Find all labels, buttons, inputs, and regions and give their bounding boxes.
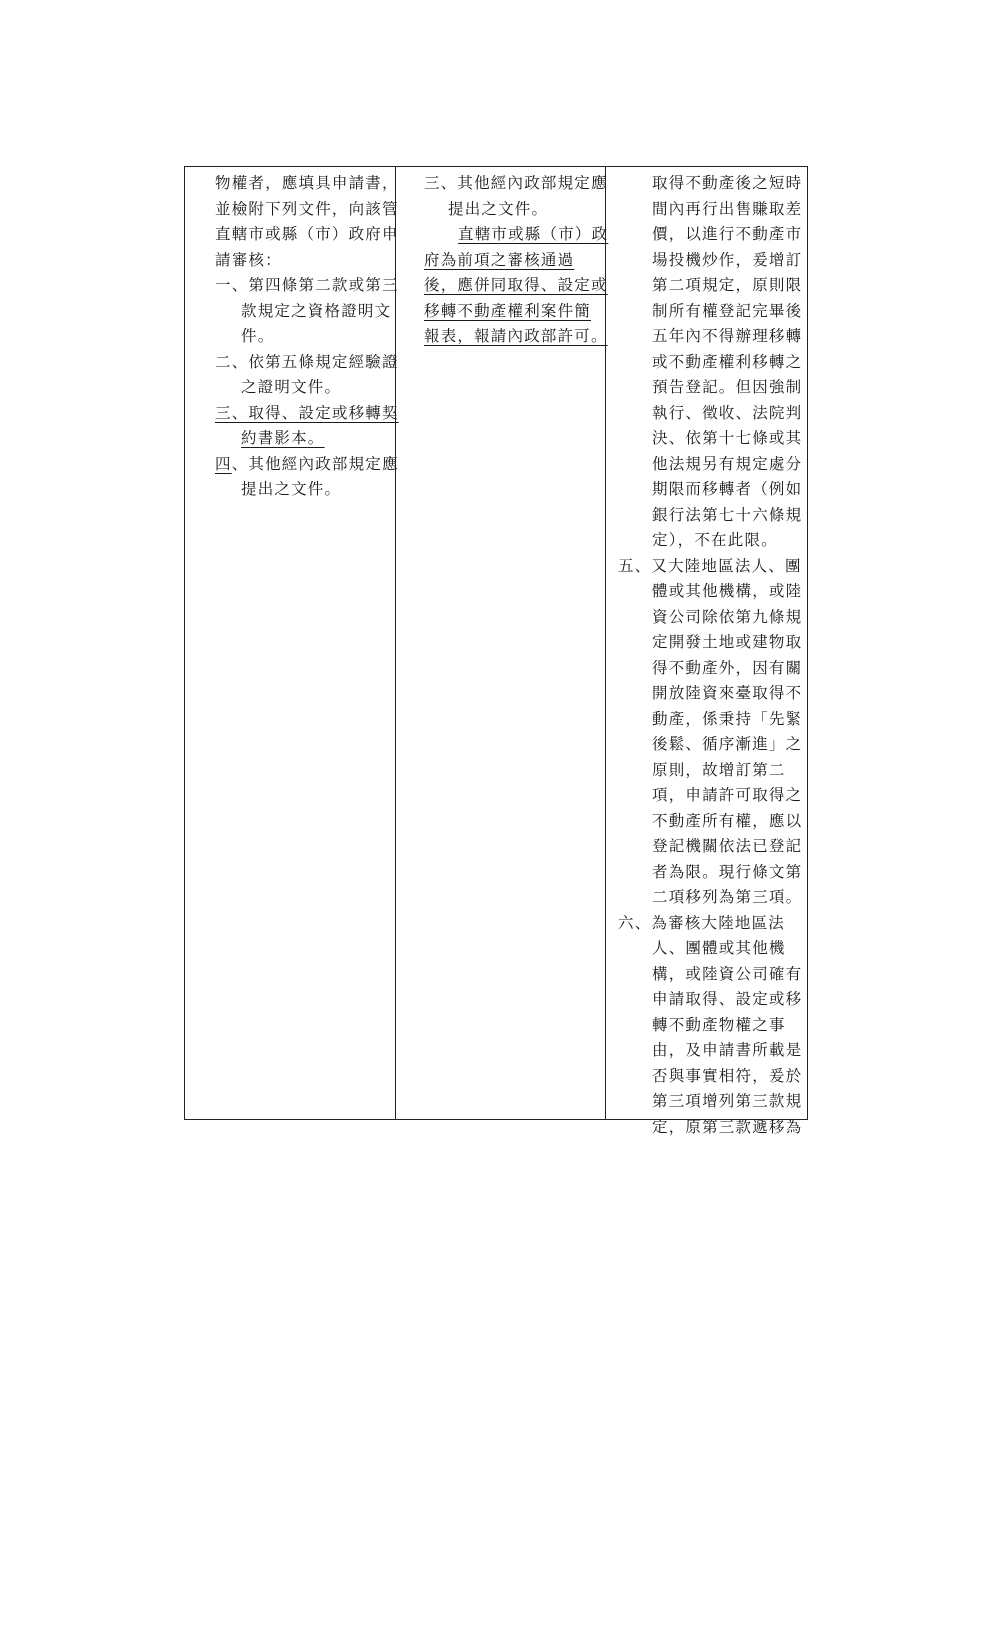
text-line: 原則，故增訂第二 xyxy=(652,760,786,779)
text-line: 或不動產權利移轉之 xyxy=(652,352,803,371)
underlined-text: 四 xyxy=(215,454,232,473)
text-line: 請審核： xyxy=(215,250,282,269)
text-line: 二項移列為第三項。 xyxy=(652,888,803,906)
text-line xyxy=(396,299,605,325)
text-line: 期限而移轉者（例如 xyxy=(652,480,803,498)
text-line xyxy=(396,248,605,274)
underlined-text: 報表，報請內政部許可。 xyxy=(424,327,608,345)
column-amended-text xyxy=(185,167,399,1119)
underlined-text: 後，應併同取得、設定或 xyxy=(424,276,608,294)
underlined-text: 移轉不動產權利案件簡 xyxy=(424,301,592,320)
text-line: 不動產所有權，應以 xyxy=(652,811,803,830)
text-line: 人、團體或其他機 xyxy=(652,939,786,957)
column-current-text xyxy=(396,167,609,1119)
text-line: 動產，係秉持「先緊 xyxy=(652,709,803,728)
text-line: 後鬆、循序漸進」之 xyxy=(652,735,803,753)
text-line: 定開發土地或建物取 xyxy=(652,633,803,651)
text-line xyxy=(185,452,399,478)
text-line: 提出之文件。 xyxy=(241,480,342,498)
text-line: 得不動產外，因有關 xyxy=(652,658,803,677)
text-line: 定），不在此限。 xyxy=(652,531,778,549)
text-line: 資公司除依第九條規 xyxy=(652,607,803,626)
text-line: 者為限。現行條文第 xyxy=(652,862,803,881)
text-line: 取得不動產後之短時 xyxy=(652,174,803,192)
underlined-text: 約書影本。 xyxy=(241,429,325,447)
text-line: 申請取得、設定或移 xyxy=(652,990,803,1008)
text-line: 三、其他經內政部規定應 xyxy=(424,174,608,192)
underlined-text: 直轄市或縣（市）政 xyxy=(458,225,609,243)
text-line: 二、依第五條規定經驗證 xyxy=(215,352,399,371)
text-line: 款規定之資格證明文 xyxy=(241,301,392,320)
text-line: 場投機炒作，爰增訂 xyxy=(652,250,803,269)
plain-text: 、其他經內政部規定應 xyxy=(231,454,399,473)
text-line: 提出之文件。 xyxy=(448,199,549,218)
text-line: 開放陸資來臺取得不 xyxy=(652,684,803,702)
text-line: 五年內不得辦理移轉 xyxy=(652,327,803,345)
text-line: 體或其他機構，或陸 xyxy=(652,582,803,600)
text-line: 登記機關依法已登記 xyxy=(652,837,803,855)
text-line: 構，或陸資公司確有 xyxy=(652,964,803,983)
text-line: 六、為審核大陸地區法 xyxy=(618,913,786,932)
text-line: 定，原第三款遞移為 xyxy=(652,1117,803,1136)
text-line: 決、依第十七條或其 xyxy=(652,429,803,447)
underlined-text: 府為前項之審核通過 xyxy=(424,250,575,269)
text-line: 並檢附下列文件，向該管 xyxy=(215,199,399,218)
text-line: 價，以進行不動產市 xyxy=(652,225,803,243)
text-line: 第三項增列第三款規 xyxy=(652,1092,803,1110)
text-line: 由，及申請書所載是 xyxy=(652,1041,803,1059)
text-line: 直轄市或縣（市）政府申 xyxy=(215,225,399,243)
column-explanation xyxy=(606,167,807,1136)
text-line: 一、第四條第二款或第三 xyxy=(215,276,399,294)
text-line: 轉不動產物權之事 xyxy=(652,1015,786,1034)
text-line: 預告登記。但因強制 xyxy=(652,378,803,396)
text-line: 間內再行出售賺取差 xyxy=(652,199,803,218)
text-line: 五、又大陸地區法人、團 xyxy=(618,556,802,575)
text-line xyxy=(396,222,609,248)
underlined-text: 三、取得、設定或移轉契 xyxy=(215,403,399,422)
text-line: 他法規另有規定處分 xyxy=(652,454,803,473)
text-line: 件。 xyxy=(241,327,275,345)
text-line: 銀行法第七十六條規 xyxy=(652,505,803,524)
text-line xyxy=(185,401,399,427)
text-line: 項，申請許可取得之 xyxy=(652,786,803,804)
text-line: 之證明文件。 xyxy=(241,378,342,396)
text-line xyxy=(396,273,608,299)
text-line: 第二項規定，原則限 xyxy=(652,276,803,294)
text-line: 執行、徵收、法院判 xyxy=(652,403,803,422)
comparison-table xyxy=(184,166,808,1136)
text-line: 否與事實相符，爰於 xyxy=(652,1066,803,1085)
text-line xyxy=(185,426,395,452)
text-line: 制所有權登記完畢後 xyxy=(652,301,803,320)
text-line xyxy=(396,324,608,350)
text-line: 物權者，應填具申請書， xyxy=(215,174,399,192)
